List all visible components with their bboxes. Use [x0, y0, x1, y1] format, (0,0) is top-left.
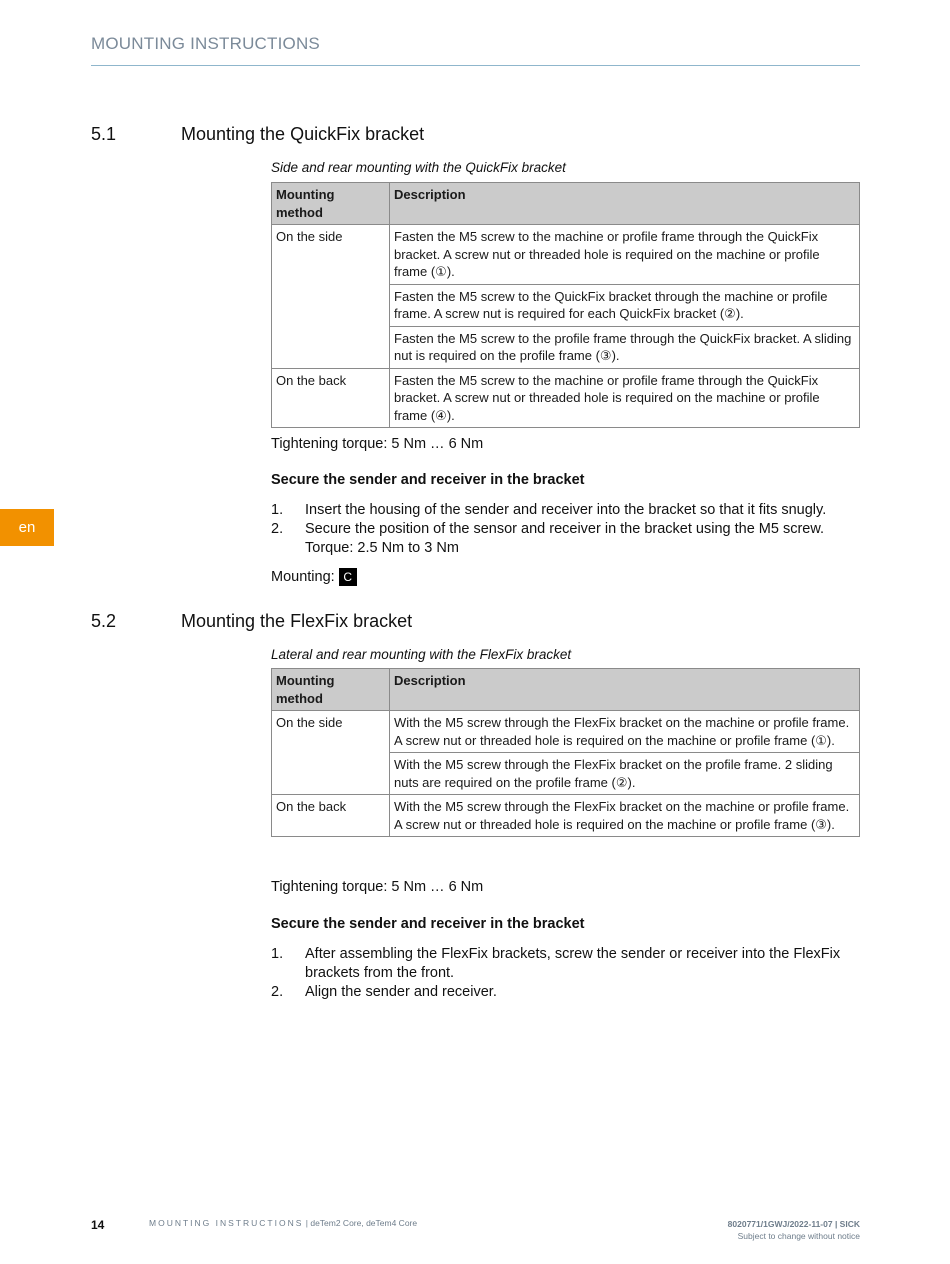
- header-cell: Description: [390, 669, 860, 711]
- document-reference: 8020771/1GWJ/2022-11-07 | SICK: [727, 1219, 860, 1229]
- table-row: [272, 795, 860, 837]
- table-row: [272, 368, 860, 428]
- step-text: Align the sender and receiver.: [305, 984, 497, 1000]
- description-cell: Fasten the M5 screw to the machine or profile frame through the QuickFix bracket. A screw nut or threaded hole is required on the machine or profile frame (④).: [390, 368, 860, 428]
- table-header-row: [272, 183, 860, 225]
- step-text: After assembling the FlexFix brackets, screw the sender or receiver into the FlexFix brackets from the front.: [305, 946, 841, 981]
- change-notice: Subject to change without notice: [737, 1231, 860, 1241]
- header-cell: Mounting method: [272, 669, 390, 711]
- table-caption: Lateral and rear mounting with the FlexFix bracket: [271, 647, 572, 662]
- language-tab: en: [0, 509, 54, 546]
- description-cell: With the M5 screw through the FlexFix bracket on the machine or profile frame. A screw nut or threaded hole is required on the machine or profile frame (③).: [390, 795, 860, 837]
- list-item: [271, 945, 871, 983]
- mounting-reference: [271, 568, 357, 586]
- step-number: 1.: [271, 946, 284, 962]
- table-header-row: [272, 669, 860, 711]
- instruction-steps: [271, 945, 871, 1002]
- table-row: [272, 711, 860, 753]
- table-row: [272, 225, 860, 285]
- step-text: Secure the position of the sensor and receiver in the bracket using the M5 screw. Torque: 2.5 Nm to 3 Nm: [305, 521, 825, 556]
- step-text: Insert the housing of the sender and receiver into the bracket so that it fits snugly.: [305, 502, 827, 518]
- footer-reference: [728, 1218, 860, 1242]
- subheading: Secure the sender and receiver in the bracket: [271, 472, 585, 488]
- section-number: 5.1: [91, 124, 117, 144]
- section-number: 5.2: [91, 611, 117, 631]
- torque-text: Tightening torque: 5 Nm … 6 Nm: [271, 879, 484, 895]
- header-cell: Description: [390, 183, 860, 225]
- quickfix-mounting-table: [271, 182, 860, 428]
- subheading: Secure the sender and receiver in the bracket: [271, 916, 585, 932]
- step-number: 2.: [271, 521, 284, 537]
- list-item: [271, 520, 871, 558]
- flexfix-mounting-table: [271, 668, 860, 837]
- header-cell: Mounting method: [272, 183, 390, 225]
- instruction-steps: [271, 501, 871, 558]
- description-cell: Fasten the M5 screw to the machine or profile frame through the QuickFix bracket. A screw nut or threaded hole is required on the machine or profile frame (①).: [390, 225, 860, 285]
- method-cell: On the back: [272, 368, 390, 428]
- step-number: 1.: [271, 502, 284, 518]
- running-header: MOUNTING INSTRUCTIONS: [91, 34, 320, 53]
- mounting-badge: C: [339, 568, 357, 586]
- footer-products: | deTem2 Core, deTem4 Core: [305, 1218, 418, 1228]
- method-cell: On the side: [272, 711, 390, 795]
- torque-text: Tightening torque: 5 Nm … 6 Nm: [271, 436, 484, 452]
- footer-document-title: [149, 1218, 417, 1228]
- list-item: [271, 983, 871, 1002]
- mounting-label: Mounting:: [271, 569, 335, 585]
- description-cell: Fasten the M5 screw to the profile frame through the QuickFix bracket. A sliding nut is required on the profile frame (③).: [390, 326, 860, 368]
- header-divider: [91, 65, 860, 66]
- method-cell: On the side: [272, 225, 390, 369]
- description-cell: With the M5 screw through the FlexFix bracket on the profile frame. 2 sliding nuts are required on the profile frame (②).: [390, 753, 860, 795]
- table-caption: Side and rear mounting with the QuickFix bracket: [271, 160, 566, 175]
- section-title: Mounting the QuickFix bracket: [181, 124, 425, 144]
- section-title: Mounting the FlexFix bracket: [181, 611, 413, 631]
- description-cell: With the M5 screw through the FlexFix bracket on the machine or profile frame. A screw nut or threaded hole is required on the machine or profile frame (①).: [390, 711, 860, 753]
- page-number: 14: [91, 1218, 105, 1232]
- step-number: 2.: [271, 984, 284, 1000]
- description-cell: Fasten the M5 screw to the QuickFix bracket through the machine or profile frame. A screw nut is required for each QuickFix bracket (②).: [390, 284, 860, 326]
- list-item: [271, 501, 871, 520]
- method-cell: On the back: [272, 795, 390, 837]
- footer-doc-type: MOUNTING INSTRUCTIONS: [149, 1218, 304, 1228]
